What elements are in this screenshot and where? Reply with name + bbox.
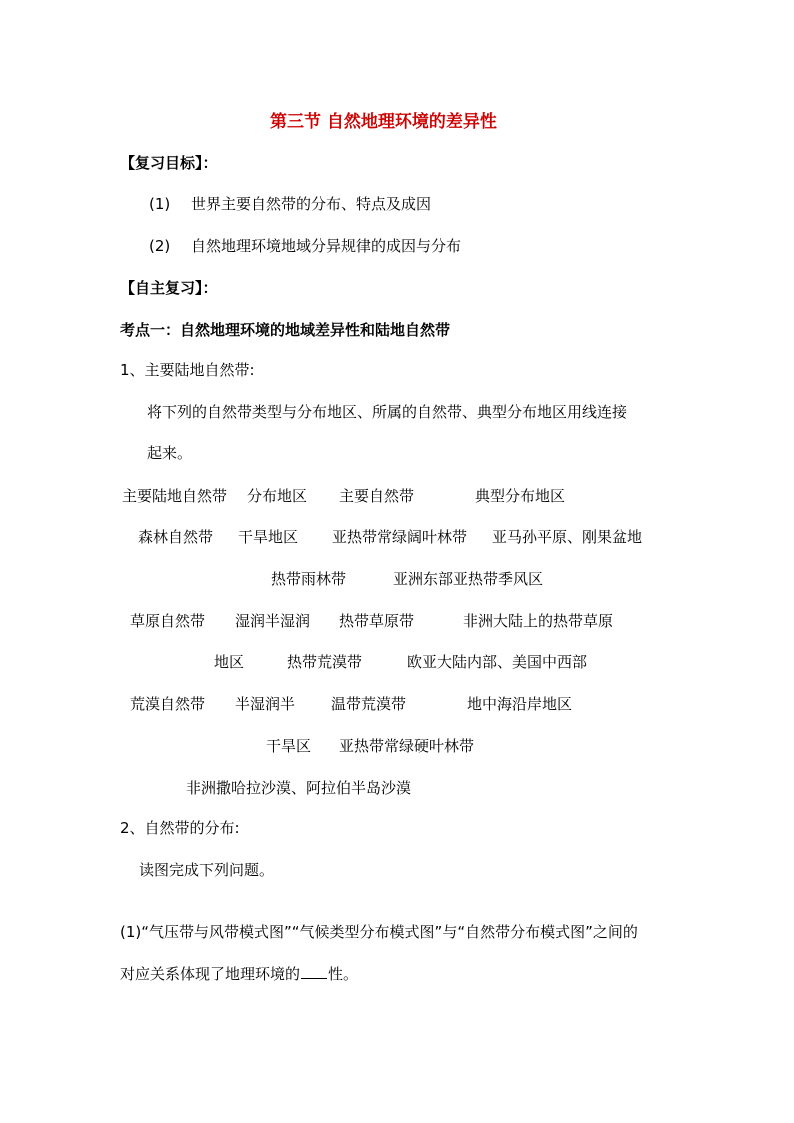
item-tropical-rainforest: 热带雨林带 — [271, 570, 347, 588]
review-goal-number: (2) — [149, 237, 171, 255]
section1-instruction-line1: 将下列的自然带类型与分布地区、所属的自然带、典型分布地区用线连接 — [147, 403, 628, 421]
item-region: 地区 — [214, 653, 245, 671]
matching-header-typical-region: 典型分布地区 — [475, 487, 566, 505]
review-goal-number: (1) — [149, 195, 171, 213]
item-forest-zone: 森林自然带 — [138, 528, 214, 546]
item-semihumid: 半湿润半 — [235, 695, 296, 713]
review-goal-item-1 — [149, 194, 431, 214]
item-mediterranean: 地中海沿岸地区 — [467, 695, 573, 713]
item-east-asia-monsoon: 亚洲东部亚热带季风区 — [393, 570, 544, 588]
item-temperate-desert: 温带荒漠带 — [331, 695, 407, 713]
question-1-text: 对应关系体现了地理环境的 — [120, 965, 301, 983]
item-subtropical-evergreen-broadleaf: 亚热带常绿阔叶林带 — [332, 528, 468, 546]
item-eurasia-inland: 欧亚大陆内部、美国中西部 — [407, 653, 588, 671]
review-goal-item-2 — [149, 236, 461, 256]
item-tropical-savanna: 热带草原带 — [339, 612, 415, 630]
question-1-line1: (1)“气压带与风带模式图”“气候类型分布模式图”与“自然带分布模式图”之间的 — [120, 923, 638, 941]
topic1-heading: 考点一：自然地理环境的地域差异性和陆地自然带 — [120, 321, 451, 339]
section2-instruction: 读图完成下列问题。 — [139, 861, 275, 879]
matching-header-natural-zone: 主要陆地自然带 — [122, 487, 228, 505]
item-amazon-congo: 亚马孙平原、刚果盆地 — [492, 528, 643, 546]
matching-header-distribution: 分布地区 — [247, 487, 308, 505]
item-desert-zone: 荒漠自然带 — [130, 695, 206, 713]
review-goal-text: 世界主要自然带的分布、特点及成因 — [191, 195, 432, 213]
item-sahara-arabia: 非洲撒哈拉沙漠、阿拉伯半岛沙漠 — [186, 779, 412, 797]
item-africa-savanna: 非洲大陆上的热带草原 — [463, 612, 614, 630]
section1-heading: 1、主要陆地自然带: — [120, 361, 255, 379]
page-title: 第三节 自然地理环境的差异性 — [270, 112, 497, 132]
item-grassland-zone: 草原自然带 — [130, 612, 206, 630]
section2-heading: 2、自然带的分布: — [120, 819, 240, 837]
review-goals-heading: 【复习目标】： — [120, 154, 218, 172]
matching-header-main-zone: 主要自然带 — [339, 487, 415, 505]
review-goal-text: 自然地理环境地域分异规律的成因与分布 — [191, 237, 462, 255]
item-humid-semihumid: 湿润半湿润 — [235, 612, 311, 630]
question-1-line2 — [120, 964, 358, 984]
item-tropical-desert: 热带荒漠带 — [287, 653, 363, 671]
item-arid-zone: 干旱区 — [266, 737, 312, 755]
item-arid-region: 干旱地区 — [238, 528, 299, 546]
item-subtropical-evergreen-sclerophyll: 亚热带常绿硬叶林带 — [339, 737, 475, 755]
answer-blank[interactable] — [301, 964, 327, 979]
question-1-suffix: 性。 — [328, 965, 359, 983]
self-review-heading: 【自主复习】： — [120, 279, 218, 297]
section1-instruction-line2: 起来。 — [147, 444, 193, 462]
